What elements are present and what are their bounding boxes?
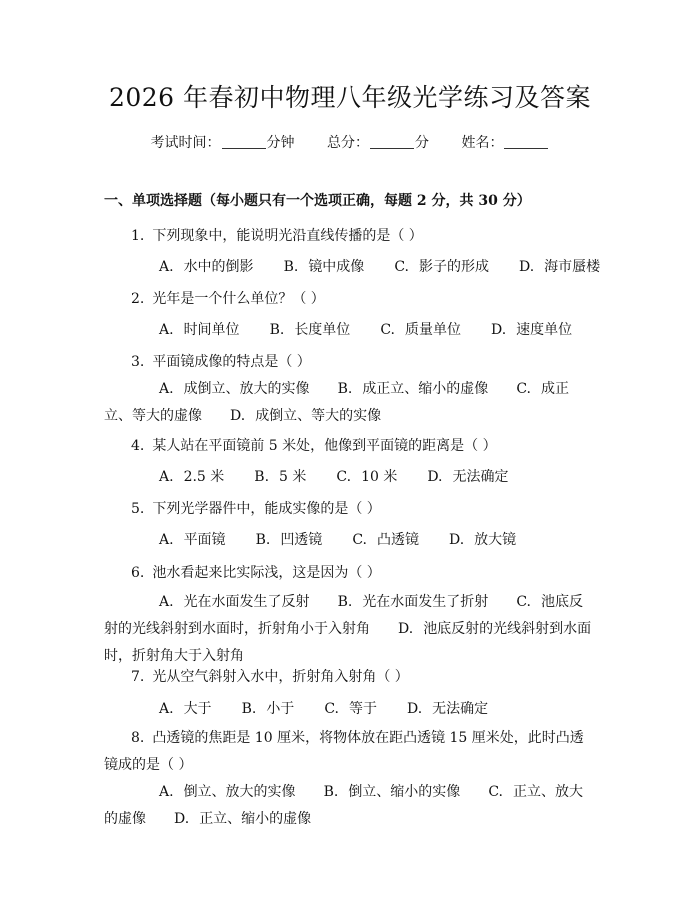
option-letter: D. [427, 469, 443, 485]
exam-time-unit: 分钟 [266, 135, 295, 151]
option-letter: C. [394, 259, 409, 275]
option-letter: B. [254, 469, 270, 485]
option-text: 长度单位 [294, 322, 351, 338]
section-heading: 一、单项选择题（每小题只有一个选项正确，每题 2 分，共 30 分） [104, 193, 531, 209]
question-text: 平面镜成像的特点是（ ） [152, 354, 311, 370]
option-letter: C. [380, 322, 395, 338]
option-letter: C. [336, 469, 352, 485]
question-3 [131, 351, 311, 371]
question-number: 2. [131, 291, 145, 307]
option-text: 放大镜 [474, 532, 517, 548]
exam-info-line [0, 132, 700, 152]
option-text: 海市蜃楼 [544, 259, 601, 275]
option-letter: C. [324, 701, 339, 717]
option-letter: A. [159, 259, 174, 275]
option-letter: D. [398, 621, 414, 637]
option-b [284, 256, 365, 276]
option-a [159, 698, 212, 718]
total-score-field [327, 135, 429, 151]
total-score-unit: 分 [415, 135, 429, 151]
option-letter: B. [269, 322, 285, 338]
option-d [407, 698, 488, 718]
option-text: 成倒立、放大的实像 [183, 381, 310, 397]
question-number: 5. [131, 501, 145, 517]
option-a [159, 319, 240, 339]
option-text: 正立、放大的虚像 [104, 784, 583, 827]
exam-time-field [151, 135, 295, 151]
question-number: 6. [131, 565, 145, 581]
option-b [324, 784, 461, 800]
question-5 [131, 498, 381, 518]
option-letter: B. [337, 381, 353, 397]
option-a [159, 784, 296, 800]
question-text: 下列光学器件中，能成实像的是（ ） [152, 501, 381, 517]
option-c [394, 256, 489, 276]
option-a [159, 466, 224, 486]
option-c [324, 698, 377, 718]
question-text: 光从空气斜射入水中，折射角入射角（ ） [152, 669, 409, 685]
option-letter: B. [241, 701, 257, 717]
question-3-options [104, 376, 592, 430]
option-b [254, 466, 306, 486]
option-text: 凸透镜 [376, 532, 419, 548]
option-letter: A. [159, 381, 174, 397]
option-b [256, 529, 323, 549]
option-text: 池底反射的光线斜射到水面时，折射角大于入射角 [104, 621, 592, 664]
question-6 [131, 562, 381, 582]
option-letter: D. [518, 259, 535, 275]
option-text: 水中的倒影 [183, 259, 254, 275]
option-letter: C. [352, 532, 367, 548]
option-letter: B. [255, 532, 271, 548]
option-text: 倒立、缩小的实像 [348, 784, 461, 800]
option-d [491, 319, 572, 339]
student-name-blank [504, 134, 548, 149]
question-8 [104, 725, 592, 779]
option-text: 5 米 [279, 469, 307, 485]
option-text: 成正立、缩小的虚像 [362, 381, 489, 397]
option-letter: A. [159, 532, 174, 548]
exam-time-label: 考试时间： [150, 135, 221, 151]
option-letter: A. [159, 594, 174, 610]
option-b [338, 381, 489, 397]
question-number: 3. [131, 354, 145, 370]
option-a [159, 256, 254, 276]
option-text: 大于 [183, 701, 212, 717]
question-4 [131, 435, 497, 455]
option-letter: C. [516, 594, 531, 610]
option-letter: D. [174, 811, 190, 827]
question-number: 8. [131, 730, 145, 746]
question-number: 4. [131, 438, 145, 454]
option-text: 凹透镜 [280, 532, 323, 548]
option-c [336, 466, 397, 486]
option-d [519, 256, 600, 276]
option-text: 光在水面发生了折射 [362, 594, 489, 610]
option-text: 正立、缩小的虚像 [199, 811, 312, 827]
total-score-blank [370, 134, 414, 149]
option-text: 镜中成像 [308, 259, 365, 275]
option-b [242, 698, 295, 718]
option-text: 池底反射的光线斜射到水面时，折射角小于入射角 [104, 594, 583, 637]
question-7-options [159, 698, 518, 718]
option-letter: D. [406, 701, 423, 717]
option-letter: C. [516, 381, 531, 397]
question-text: 凸透镜的焦距是 10 厘米，将物体放在距凸透镜 15 厘米处，此时凸透镜成的是（ ） [104, 730, 584, 773]
option-c [380, 319, 461, 339]
option-letter: D. [448, 532, 465, 548]
option-text: 2.5 米 [183, 469, 225, 485]
option-b [270, 319, 351, 339]
option-b [338, 594, 489, 610]
option-text: 成正立、等大的虚像 [104, 381, 569, 424]
question-5-options [159, 529, 546, 549]
option-d [174, 811, 311, 827]
option-letter: A. [159, 322, 174, 338]
student-name-field [461, 135, 549, 151]
question-4-options [159, 466, 539, 486]
question-7 [131, 666, 409, 686]
question-8-options [104, 779, 592, 833]
student-name-label: 姓名： [461, 135, 504, 151]
option-text: 无法确定 [452, 469, 509, 485]
exam-time-blank [222, 134, 266, 149]
option-text: 无法确定 [432, 701, 489, 717]
option-text: 影子的形成 [418, 259, 489, 275]
question-1 [131, 225, 423, 245]
option-text: 10 米 [361, 469, 398, 485]
option-text: 等于 [348, 701, 377, 717]
option-text: 小于 [266, 701, 295, 717]
option-a [159, 594, 310, 610]
option-text: 平面镜 [183, 532, 226, 548]
question-6-options [104, 589, 592, 670]
page-title: 2026 年春初中物理八年级光学练习及答案 [108, 83, 592, 112]
question-1-options [159, 256, 630, 276]
option-text: 成倒立、等大的实像 [255, 408, 382, 424]
option-d [230, 408, 381, 424]
option-letter: D. [490, 322, 507, 338]
option-text: 时间单位 [183, 322, 240, 338]
option-d [427, 466, 508, 486]
question-text: 池水看起来比实际浅，这是因为（ ） [152, 565, 381, 581]
option-c [352, 529, 419, 549]
option-a [159, 381, 310, 397]
option-d [449, 529, 516, 549]
option-text: 光在水面发生了反射 [183, 594, 310, 610]
question-2 [131, 288, 325, 308]
option-letter: B. [337, 594, 353, 610]
option-letter: D. [230, 408, 246, 424]
option-letter: B. [283, 259, 299, 275]
option-letter: A. [159, 701, 174, 717]
question-text: 光年是一个什么单位？（ ） [152, 291, 325, 307]
option-text: 质量单位 [404, 322, 461, 338]
option-letter: A. [159, 784, 174, 800]
option-text: 倒立、放大的实像 [183, 784, 296, 800]
option-letter: A. [159, 469, 174, 485]
question-text: 下列现象中，能说明光沿直线传播的是（ ） [152, 228, 423, 244]
question-number: 7. [131, 669, 145, 685]
total-score-label: 总分： [327, 135, 369, 151]
option-letter: B. [323, 784, 339, 800]
option-text: 速度单位 [516, 322, 573, 338]
question-text: 某人站在平面镜前 5 米处，他像到平面镜的距离是（ ） [152, 438, 497, 454]
question-2-options [159, 319, 602, 339]
option-letter: C. [488, 784, 503, 800]
option-a [159, 529, 226, 549]
question-number: 1. [131, 228, 145, 244]
